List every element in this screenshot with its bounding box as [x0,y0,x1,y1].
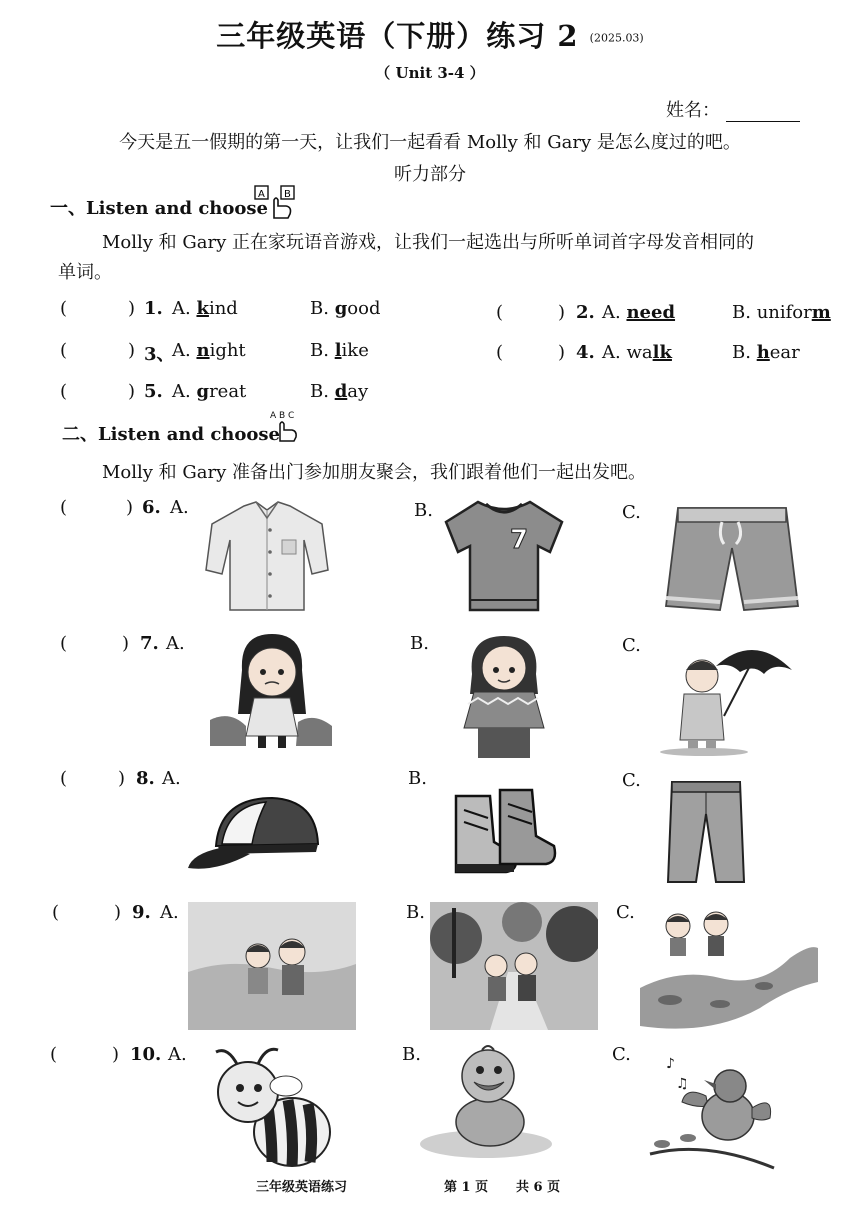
option-a: A. need [602,302,676,323]
shorts-image[interactable] [660,502,804,614]
svg-text:A: A [258,189,265,200]
option-b-label: B. [406,902,425,923]
answer-paren-open[interactable]: ( [60,633,68,654]
section1-title: 一、Listen and choose [50,198,268,219]
footer-title: 三年级英语练习 [256,1180,348,1195]
option-c-label: C. [616,902,635,923]
intro-text: 今天是五一假期的第一天，让我们一起看看 Molly 和 Gary 是怎么度过的吧。 [119,132,741,153]
question-number: 2. [576,302,595,323]
listening-part-heading: 听力部分 [394,164,466,185]
answer-paren-open[interactable]: ( [60,768,68,789]
answer-paren-close[interactable]: ) [558,342,566,363]
svg-text:7: 7 [510,525,529,555]
option-c-label: C. [622,502,641,523]
answer-paren-open[interactable]: ( [496,302,504,323]
footer-page: 第 1 页 [444,1180,489,1195]
answer-paren-close[interactable]: ) [112,1044,120,1065]
option-b-label: B. [414,500,433,521]
answer-paren-open[interactable]: ( [496,342,504,363]
option-c-label: C. [622,770,641,791]
option-a: A. night [172,340,246,361]
footer-total: 共 6 页 [516,1180,561,1195]
tap-abc-icon [266,408,306,442]
option-b: B. hear [732,342,800,363]
answer-paren-open[interactable]: ( [50,1044,58,1065]
answer-paren-open[interactable]: ( [60,381,68,402]
name-field[interactable] [666,96,800,122]
singing-bird-image[interactable] [646,1046,776,1174]
option-b-label: B. [402,1044,421,1065]
svg-text:♪: ♪ [666,1056,675,1072]
option-a-label: A. [170,497,189,518]
question-number: 5. [144,381,163,402]
name-label: 姓名： [666,100,720,121]
option-a: A. walk [602,342,672,363]
question-number: 6. [142,497,161,518]
bee-image[interactable] [202,1046,336,1170]
option-b: B. day [310,381,369,402]
option-a-label: A. [160,902,179,923]
cap-image[interactable] [186,792,320,876]
answer-paren-open[interactable]: ( [52,902,60,923]
option-b-label: B. [410,633,429,654]
option-c-label: C. [612,1044,631,1065]
page-title [0,14,860,55]
option-c-label: C. [622,635,641,656]
section2-instruction: Molly 和 Gary 准备出门参加朋友聚会，我们跟着他们一起出发吧。 [102,462,646,483]
option-a: A. kind [172,298,238,319]
answer-paren-close[interactable]: ) [118,768,126,789]
question-number: 3、 [144,344,175,365]
answer-paren-close[interactable]: ) [122,633,130,654]
answer-paren-open[interactable]: ( [60,497,68,518]
tap-ab-icon [254,184,302,220]
option-b: B. good [310,298,381,319]
svg-text:A B C: A B C [270,411,295,421]
river-kids-image[interactable] [640,908,818,1030]
option-b: B. uniform [732,302,831,323]
section2-title: 二、Listen and choose [62,424,280,445]
pants-image[interactable] [666,778,746,886]
option-a-label: A. [168,1044,187,1065]
shirt-image[interactable] [204,500,330,614]
tshirt-image[interactable] [442,496,566,616]
answer-paren-open[interactable]: ( [60,340,68,361]
section1-instruction-line2: 单词。 [58,262,112,283]
question-number: 1. [144,298,163,319]
option-a-label: A. [166,633,185,654]
unit-subtitle: （ Unit 3-4 ） [375,64,485,82]
svg-text:B: B [284,189,291,200]
option-a: A. great [172,381,247,402]
answer-paren-close[interactable]: ) [558,302,566,323]
sweater-girl-image[interactable] [458,632,550,760]
question-number: 10. [130,1044,162,1065]
answer-paren-close[interactable]: ) [114,902,122,923]
rainy-boy-image[interactable] [654,636,794,756]
answer-paren-close[interactable]: ) [128,381,136,402]
option-a-label: A. [162,768,181,789]
answer-paren-close[interactable]: ) [128,340,136,361]
option-b-label: B. [408,768,427,789]
question-number: 7. [140,633,159,654]
windy-girl-image[interactable] [210,630,334,754]
answer-paren-close[interactable]: ) [128,298,136,319]
name-blank[interactable] [726,121,800,122]
answer-paren-close[interactable]: ) [126,497,134,518]
answer-paren-open[interactable]: ( [60,298,68,319]
title-date: (2025.03) [589,31,644,45]
duck-image[interactable] [418,1042,554,1162]
option-b: B. like [310,340,369,361]
meadow-kids-image[interactable] [188,902,356,1030]
question-number: 4. [576,342,595,363]
svg-text:♫: ♫ [676,1076,689,1092]
question-number: 8. [136,768,155,789]
shoes-image[interactable] [450,786,558,882]
question-number: 9. [132,902,151,923]
section1-instruction-line1: Molly 和 Gary 正在家玩语音游戏，让我们一起选出与所听单词首字母发音相同的 [102,232,754,253]
title-text: 三年级英语（下册）练习 2 [216,19,579,53]
park-kids-image[interactable] [430,902,598,1030]
